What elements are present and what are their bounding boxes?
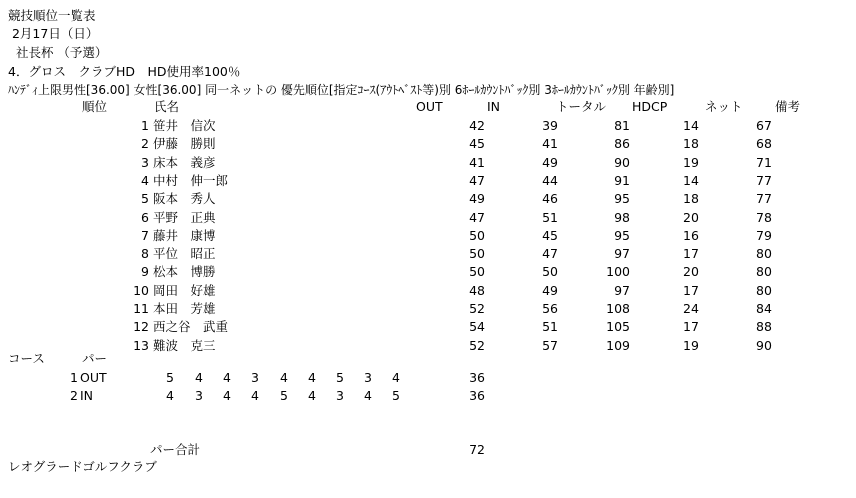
course-par-total: 36 — [469, 370, 485, 385]
in-score-cell: 51 — [542, 209, 558, 225]
player-name-cell: 平位 昭正 — [153, 246, 216, 262]
hole-par-cell: 4 — [308, 388, 316, 403]
total-score-cell: 109 — [606, 337, 630, 353]
in-score-cell: 39 — [542, 118, 558, 133]
col-hdcp-header: HDCP — [632, 99, 668, 114]
in-score-cell: 41 — [542, 136, 558, 152]
player-name-cell: 本田 芳雄 — [153, 301, 216, 316]
col-in-header: IN — [487, 99, 501, 114]
rank-cell: 10 — [133, 282, 149, 298]
player-name-cell: 平野 正典 — [153, 209, 216, 225]
hdcp-cell: 19 — [683, 154, 699, 170]
hdcp-cell: 24 — [683, 301, 699, 316]
course-number: 2 — [70, 388, 78, 403]
col-net-header: ネット — [705, 99, 743, 114]
out-score-cell: 50 — [469, 264, 485, 280]
course-par-total: 36 — [469, 388, 485, 403]
col-name-header: 氏名 — [154, 99, 180, 114]
total-score-cell: 86 — [614, 136, 630, 152]
hdcp-cell: 19 — [683, 337, 699, 353]
net-score-cell: 80 — [756, 264, 772, 280]
net-score-cell: 80 — [756, 282, 772, 298]
hdcp-cell: 14 — [683, 118, 699, 133]
hole-par-cell: 4 — [223, 370, 231, 385]
net-score-cell: 68 — [756, 136, 772, 152]
out-score-cell: 42 — [469, 118, 485, 133]
out-score-cell: 50 — [469, 227, 485, 243]
total-score-cell: 97 — [614, 282, 630, 298]
rank-cell: 7 — [141, 227, 149, 243]
net-score-cell: 77 — [756, 172, 772, 188]
net-score-cell: 79 — [756, 227, 772, 243]
hole-par-cell: 5 — [336, 370, 344, 385]
out-score-cell: 48 — [469, 282, 485, 298]
in-score-cell: 50 — [542, 264, 558, 280]
out-score-cell: 41 — [469, 154, 485, 170]
total-score-cell: 95 — [614, 227, 630, 243]
out-score-cell: 47 — [469, 172, 485, 188]
club-name: レオグラードゴルフクラブ — [8, 459, 157, 474]
col-out-header: OUT — [416, 99, 443, 114]
out-score-cell: 54 — [469, 319, 485, 335]
in-score-cell: 45 — [542, 227, 558, 243]
player-name-cell: 阪本 秀人 — [153, 191, 216, 207]
report-title: 競技順位一覧表 — [8, 8, 96, 23]
player-name-cell: 床本 義彦 — [153, 154, 216, 170]
hdcp-cell: 14 — [683, 172, 699, 188]
total-score-cell: 100 — [606, 264, 630, 280]
in-score-cell: 46 — [542, 191, 558, 207]
total-score-cell: 90 — [614, 154, 630, 170]
rank-cell: 11 — [133, 301, 149, 316]
out-score-cell: 49 — [469, 191, 485, 207]
hole-par-cell: 4 — [166, 388, 174, 403]
out-score-cell: 47 — [469, 209, 485, 225]
total-score-cell: 98 — [614, 209, 630, 225]
hdcp-cell: 17 — [683, 282, 699, 298]
total-score-cell: 91 — [614, 172, 630, 188]
hole-par-cell: 3 — [336, 388, 344, 403]
player-name-cell: 伊藤 勝則 — [153, 136, 216, 152]
competition-name: 社長杯 （予選） — [8, 45, 108, 60]
total-score-cell: 105 — [606, 319, 630, 335]
hole-par-cell: 5 — [392, 388, 400, 403]
in-score-cell: 49 — [542, 282, 558, 298]
par-total-label: パー合計 — [150, 442, 201, 457]
hdcp-cell: 20 — [683, 209, 699, 225]
scoring-format: 4．グロス クラブHD HD使用率100％ — [8, 64, 241, 79]
hdcp-cell: 20 — [683, 264, 699, 280]
rank-cell: 12 — [133, 319, 149, 335]
hdcp-cell: 18 — [683, 191, 699, 207]
total-score-cell: 81 — [614, 118, 630, 133]
hole-par-cell: 3 — [364, 370, 372, 385]
total-score-cell: 95 — [614, 191, 630, 207]
par-label: パー — [82, 351, 108, 366]
hole-par-cell: 4 — [280, 370, 288, 385]
col-rank-header: 順位 — [82, 99, 108, 114]
net-score-cell: 78 — [756, 209, 772, 225]
handicap-rules: ﾊﾝﾃﾞｨ上限男性[36.00] 女性[36.00] 同一ネットの 優先順位[指定ｺｰｽ(ｱｳﾄﾍﾞｽﾄ等)別 6ﾎｰﾙｶｳﾝﾄﾊﾞｯｸ別 3ﾎｰﾙｶｳﾝﾄﾊﾞｯｸ別 年齢別] — [8, 83, 675, 97]
net-score-cell: 67 — [756, 118, 772, 133]
net-score-cell: 88 — [756, 319, 772, 335]
out-score-cell: 52 — [469, 337, 485, 353]
player-name-cell: 藤井 康博 — [153, 227, 216, 243]
in-score-cell: 57 — [542, 337, 558, 353]
course-label: コース — [8, 351, 45, 366]
out-score-cell: 50 — [469, 246, 485, 262]
rank-cell: 13 — [133, 337, 149, 353]
out-score-cell: 45 — [469, 136, 485, 152]
rank-cell: 6 — [141, 209, 149, 225]
net-score-cell: 71 — [756, 154, 772, 170]
rank-cell: 2 — [141, 136, 149, 152]
hdcp-cell: 18 — [683, 136, 699, 152]
player-name-cell: 難波 克三 — [153, 337, 216, 353]
col-notes-header: 備考 — [775, 99, 801, 114]
hole-par-cell: 5 — [166, 370, 174, 385]
net-score-cell: 80 — [756, 246, 772, 262]
out-score-cell: 52 — [469, 301, 485, 316]
total-score-cell: 97 — [614, 246, 630, 262]
player-name-cell: 松本 博勝 — [153, 264, 216, 280]
player-name-cell: 西之谷 武重 — [153, 319, 229, 335]
rank-cell: 4 — [141, 172, 149, 188]
hdcp-cell: 17 — [683, 319, 699, 335]
net-score-cell: 90 — [756, 337, 772, 353]
par-total-value: 72 — [469, 442, 485, 457]
course-number: 1 — [70, 370, 78, 385]
in-score-cell: 51 — [542, 319, 558, 335]
course-name: IN — [80, 388, 94, 403]
rank-cell: 8 — [141, 246, 149, 262]
event-date: 2月17日（日） — [8, 26, 99, 41]
hole-par-cell: 4 — [308, 370, 316, 385]
in-score-cell: 44 — [542, 172, 558, 188]
net-score-cell: 84 — [756, 301, 772, 316]
hole-par-cell: 4 — [392, 370, 400, 385]
in-score-cell: 49 — [542, 154, 558, 170]
hole-par-cell: 4 — [195, 370, 203, 385]
total-score-cell: 108 — [606, 301, 630, 316]
hole-par-cell: 3 — [195, 388, 203, 403]
hole-par-cell: 5 — [280, 388, 288, 403]
rank-cell: 1 — [141, 118, 149, 133]
player-name-cell: 岡田 好雄 — [153, 282, 216, 298]
in-score-cell: 47 — [542, 246, 558, 262]
hole-par-cell: 4 — [223, 388, 231, 403]
hole-par-cell: 3 — [251, 370, 259, 385]
course-name: OUT — [80, 370, 107, 385]
col-total-header: トータル — [556, 99, 607, 114]
net-score-cell: 77 — [756, 191, 772, 207]
hdcp-cell: 16 — [683, 227, 699, 243]
hole-par-cell: 4 — [251, 388, 259, 403]
hole-par-cell: 4 — [364, 388, 372, 403]
player-name-cell: 笹井 信次 — [153, 118, 216, 133]
in-score-cell: 56 — [542, 301, 558, 316]
hdcp-cell: 17 — [683, 246, 699, 262]
player-name-cell: 中村 伸一郎 — [153, 172, 229, 188]
rank-cell: 9 — [141, 264, 149, 280]
rank-cell: 5 — [141, 191, 149, 207]
rank-cell: 3 — [141, 154, 149, 170]
